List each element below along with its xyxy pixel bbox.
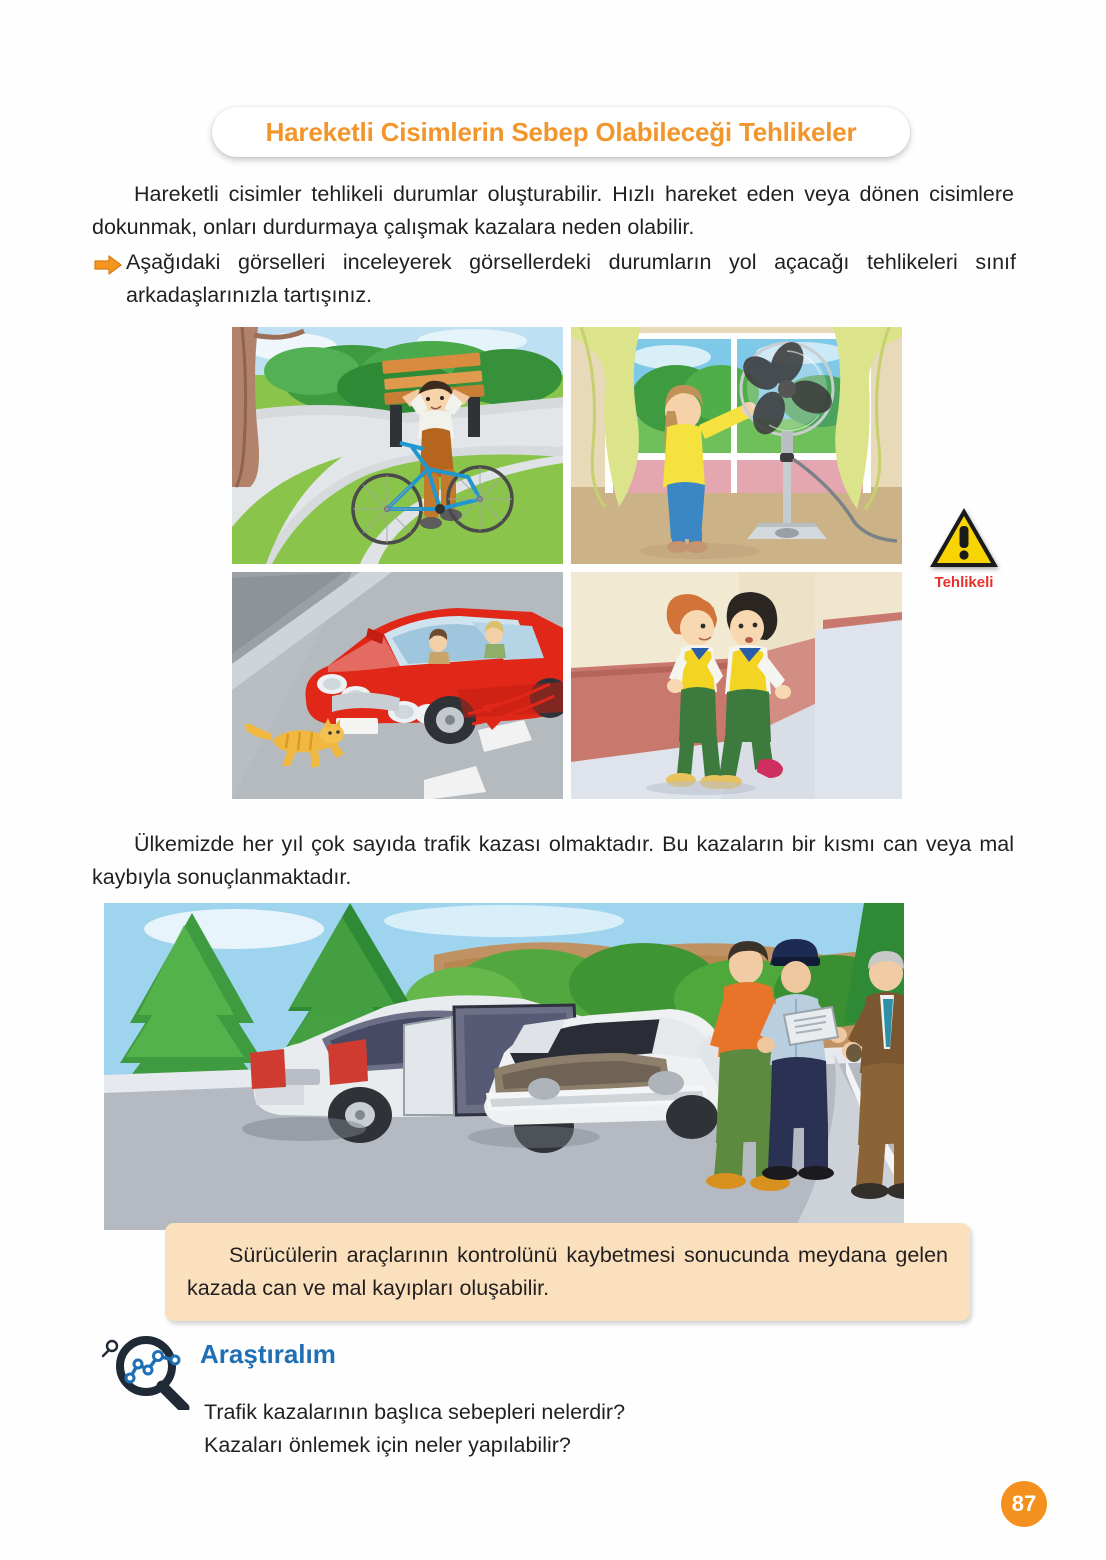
illustration-fan-touching — [571, 327, 902, 564]
research-section-title: Araştıralım — [200, 1339, 336, 1369]
research-question-1: Trafik kazalarının başlıca sebepleri nelerdir? — [204, 1400, 626, 1424]
magnifier-network-icon — [100, 1334, 196, 1410]
page-title-text: Hareketli Cisimlerin Sebep Olabileceği Tehlikeler — [265, 116, 857, 147]
caption-box — [165, 1223, 970, 1321]
illustration-children-colliding — [571, 572, 902, 799]
intro-paragraph-text: Hareketli cisimler tehlikeli durumlar oluşturabilir. Hızlı hareket eden veya dönen cisimlere dokunmak, onları durdurmaya çalışmak kazalara neden olabilir. — [92, 182, 1014, 239]
right-arrow-icon — [94, 253, 122, 277]
intro-paragraph — [92, 178, 1014, 244]
warning-triangle-icon — [925, 505, 1003, 571]
illustration-traffic-accident — [104, 903, 904, 1230]
caption-paragraph — [187, 1239, 948, 1305]
middle-paragraph-text: Ülkemizde her yıl çok sayıda trafik kazası olmaktadır. Bu kazaların bir kısmı can veya mal kaybıyla sonuçlanmaktadır. — [92, 832, 1014, 889]
discussion-instruction-text: Aşağıdaki görselleri inceleyerek görsellerdeki durumların yol açacağı tehlikeleri sınıf arkadaşlarınızla tartışınız. — [126, 250, 1016, 307]
page-number-text: 87 — [1011, 1491, 1037, 1516]
research-question-2: Kazaları önlemek için neler yapılabilir? — [204, 1433, 571, 1457]
middle-paragraph — [92, 828, 1014, 894]
illustration-grid — [232, 327, 902, 799]
page-title — [212, 107, 910, 157]
page-number-badge — [1001, 1481, 1047, 1527]
discussion-instruction — [94, 246, 1016, 312]
caption-text: Sürücülerin araçlarının kontrolünü kaybetmesi sonucunda meydana gelen kazada can ve mal kayıpları oluşabilir. — [187, 1243, 948, 1300]
illustration-car-and-cat — [232, 572, 563, 799]
illustration-bicycle-no-hands — [232, 327, 563, 564]
warning-sign — [925, 505, 1003, 591]
warning-label: Tehlikeli — [934, 574, 994, 591]
